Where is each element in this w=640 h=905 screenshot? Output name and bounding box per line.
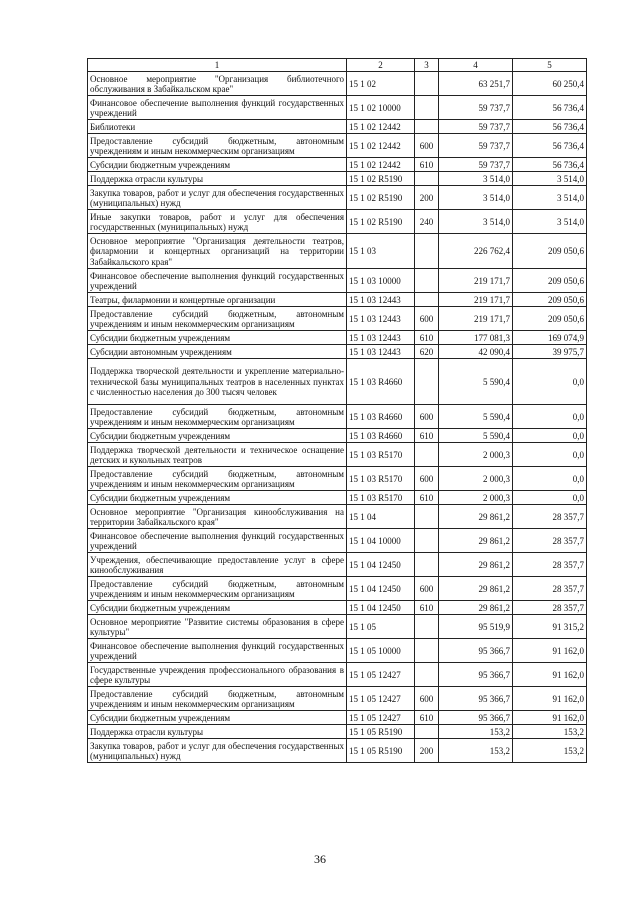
- table-row: [88, 172, 587, 186]
- table-row: [88, 687, 587, 711]
- cell-v4: 5 590,4: [439, 359, 513, 405]
- cell-vr: 600: [415, 405, 439, 429]
- table-row: [88, 467, 587, 491]
- cell-name: Учреждения, обеспечивающие предоставление услуг в сфере кинообслуживания: [88, 553, 347, 577]
- cell-v5: 91 162,0: [513, 687, 587, 711]
- cell-name: Субсидии бюджетным учреждениям: [88, 429, 347, 443]
- cell-name: Финансовое обеспечение выполнения функций государственных учреждений: [88, 639, 347, 663]
- cell-v5: 56 736,4: [513, 158, 587, 172]
- page-number: 36: [314, 852, 326, 866]
- cell-name: Предоставление субсидий бюджетным, автономным учреждениям и иным некоммерческим организациям: [88, 307, 347, 331]
- cell-vr: [415, 615, 439, 639]
- cell-v5: 56 736,4: [513, 96, 587, 120]
- cell-v5: 28 357,7: [513, 529, 587, 553]
- cell-code: 15 1 03 10000: [347, 269, 415, 293]
- cell-name: Предоставление субсидий бюджетным, автономным учреждениям и иным некоммерческим организациям: [88, 577, 347, 601]
- cell-code: 15 1 02 12442: [347, 158, 415, 172]
- cell-vr: [415, 359, 439, 405]
- cell-v5: 209 050,6: [513, 293, 587, 307]
- cell-name: Предоставление субсидий бюджетным, автономным учреждениям и иным некоммерческим организациям: [88, 687, 347, 711]
- cell-code: 15 1 05 10000: [347, 639, 415, 663]
- budget-table: [87, 58, 587, 763]
- table-row: [88, 491, 587, 505]
- cell-code: 15 1 03 R4660: [347, 429, 415, 443]
- cell-code: 15 1 05 12427: [347, 663, 415, 687]
- cell-name: Финансовое обеспечение выполнения функций государственных учреждений: [88, 96, 347, 120]
- cell-vr: 240: [415, 210, 439, 234]
- cell-v4: 219 171,7: [439, 269, 513, 293]
- cell-v4: 5 590,4: [439, 429, 513, 443]
- cell-v4: 42 090,4: [439, 345, 513, 359]
- cell-v5: 0,0: [513, 443, 587, 467]
- table-row: [88, 293, 587, 307]
- table-row: [88, 331, 587, 345]
- cell-name: Предоставление субсидий бюджетным, автономным учреждениям и иным некоммерческим организациям: [88, 405, 347, 429]
- cell-v5: 0,0: [513, 429, 587, 443]
- cell-code: 15 1 05 R5190: [347, 739, 415, 763]
- cell-code: 15 1 03 12443: [347, 307, 415, 331]
- cell-v4: 153,2: [439, 739, 513, 763]
- cell-vr: 610: [415, 601, 439, 615]
- cell-name: Субсидии бюджетным учреждениям: [88, 158, 347, 172]
- cell-code: 15 1 02 R5190: [347, 186, 415, 210]
- cell-code: 15 1 03 R5170: [347, 491, 415, 505]
- cell-name: Субсидии бюджетным учреждениям: [88, 711, 347, 725]
- table-row: [88, 615, 587, 639]
- cell-v4: 29 861,2: [439, 553, 513, 577]
- table-row: [88, 711, 587, 725]
- cell-name: Предоставление субсидий бюджетным, автономным учреждениям и иным некоммерческим организациям: [88, 467, 347, 491]
- cell-v5: 60 250,4: [513, 72, 587, 96]
- cell-name: Поддержка творческой деятельности и техническое оснащение детских и кукольных театров: [88, 443, 347, 467]
- cell-v5: 209 050,6: [513, 234, 587, 269]
- cell-v4: 2 000,3: [439, 491, 513, 505]
- header-col-3: 3: [415, 59, 439, 72]
- cell-v5: 28 357,7: [513, 577, 587, 601]
- cell-v4: 29 861,2: [439, 577, 513, 601]
- cell-v5: 0,0: [513, 467, 587, 491]
- cell-vr: [415, 443, 439, 467]
- cell-code: 15 1 02 12442: [347, 120, 415, 134]
- cell-name: Основное мероприятие "Организация библиотечного обслуживания в Забайкальском крае": [88, 72, 347, 96]
- cell-vr: 610: [415, 429, 439, 443]
- table-row: [88, 663, 587, 687]
- table-row: [88, 120, 587, 134]
- cell-code: 15 1 05 R5190: [347, 725, 415, 739]
- cell-vr: [415, 96, 439, 120]
- cell-v5: 91 162,0: [513, 711, 587, 725]
- table-row: [88, 96, 587, 120]
- cell-vr: [415, 293, 439, 307]
- cell-vr: 610: [415, 491, 439, 505]
- cell-v4: 219 171,7: [439, 307, 513, 331]
- table-row: [88, 429, 587, 443]
- header-col-2: 2: [347, 59, 415, 72]
- header-col-1: 1: [88, 59, 347, 72]
- cell-name: Субсидии бюджетным учреждениям: [88, 491, 347, 505]
- header-row: [88, 59, 587, 72]
- cell-v4: 63 251,7: [439, 72, 513, 96]
- cell-v4: 59 737,7: [439, 96, 513, 120]
- cell-vr: [415, 639, 439, 663]
- cell-vr: [415, 663, 439, 687]
- cell-code: 15 1 02 R5190: [347, 172, 415, 186]
- table-row: [88, 345, 587, 359]
- cell-name: Предоставление субсидий бюджетным, автономным учреждениям и иным некоммерческим организациям: [88, 134, 347, 158]
- cell-vr: 610: [415, 331, 439, 345]
- cell-v4: 2 000,3: [439, 467, 513, 491]
- cell-v5: 91 162,0: [513, 663, 587, 687]
- cell-vr: 610: [415, 711, 439, 725]
- cell-vr: 620: [415, 345, 439, 359]
- cell-code: 15 1 04 12450: [347, 601, 415, 615]
- cell-name: Финансовое обеспечение выполнения функций государственных учреждений: [88, 529, 347, 553]
- cell-v4: 5 590,4: [439, 405, 513, 429]
- table-row: [88, 269, 587, 293]
- cell-v4: 95 519,9: [439, 615, 513, 639]
- table-row: [88, 72, 587, 96]
- cell-name: Поддержка отрасли культуры: [88, 172, 347, 186]
- cell-vr: [415, 725, 439, 739]
- cell-v4: 219 171,7: [439, 293, 513, 307]
- cell-v4: 95 366,7: [439, 687, 513, 711]
- header-col-4: 4: [439, 59, 513, 72]
- cell-name: Закупка товаров, работ и услуг для обеспечения государственных (муниципальных) нужд: [88, 186, 347, 210]
- cell-v5: 91 315,2: [513, 615, 587, 639]
- table-body: [88, 72, 587, 763]
- cell-vr: [415, 172, 439, 186]
- cell-vr: [415, 505, 439, 529]
- cell-vr: 600: [415, 134, 439, 158]
- cell-v4: 29 861,2: [439, 529, 513, 553]
- cell-code: 15 1 04 10000: [347, 529, 415, 553]
- cell-v4: 29 861,2: [439, 505, 513, 529]
- cell-v5: 169 074,9: [513, 331, 587, 345]
- cell-v4: 153,2: [439, 725, 513, 739]
- cell-vr: [415, 72, 439, 96]
- table-row: [88, 405, 587, 429]
- table-row: [88, 725, 587, 739]
- cell-name: Театры, филармонии и концертные организации: [88, 293, 347, 307]
- cell-v5: 0,0: [513, 359, 587, 405]
- cell-code: 15 1 03 R5170: [347, 467, 415, 491]
- cell-v5: 39 975,7: [513, 345, 587, 359]
- cell-name: Основное мероприятие "Развитие системы образования в сфере культуры": [88, 615, 347, 639]
- cell-v4: 3 514,0: [439, 186, 513, 210]
- cell-code: 15 1 03 12443: [347, 331, 415, 345]
- cell-code: 15 1 05 12427: [347, 711, 415, 725]
- cell-code: 15 1 02 10000: [347, 96, 415, 120]
- cell-v5: 91 162,0: [513, 639, 587, 663]
- table-row: [88, 359, 587, 405]
- cell-v5: 209 050,6: [513, 269, 587, 293]
- cell-name: Основное мероприятие "Организация кинообслуживания на территории Забайкальского края": [88, 505, 347, 529]
- table-row: [88, 210, 587, 234]
- cell-code: 15 1 02 R5190: [347, 210, 415, 234]
- cell-name: Финансовое обеспечение выполнения функций государственных учреждений: [88, 269, 347, 293]
- cell-v5: 153,2: [513, 725, 587, 739]
- cell-name: Субсидии бюджетным учреждениям: [88, 331, 347, 345]
- cell-v5: 209 050,6: [513, 307, 587, 331]
- cell-v5: 0,0: [513, 405, 587, 429]
- cell-vr: [415, 529, 439, 553]
- cell-v4: 59 737,7: [439, 134, 513, 158]
- cell-v5: 56 736,4: [513, 134, 587, 158]
- table-row: [88, 639, 587, 663]
- cell-v5: 153,2: [513, 739, 587, 763]
- cell-v5: 28 357,7: [513, 553, 587, 577]
- cell-v4: 29 861,2: [439, 601, 513, 615]
- cell-v4: 177 081,3: [439, 331, 513, 345]
- cell-code: 15 1 04 12450: [347, 577, 415, 601]
- cell-v5: 0,0: [513, 491, 587, 505]
- cell-v5: 3 514,0: [513, 186, 587, 210]
- cell-v4: 59 737,7: [439, 120, 513, 134]
- header-col-5: 5: [513, 59, 587, 72]
- cell-v5: 3 514,0: [513, 172, 587, 186]
- cell-name: Поддержка отрасли культуры: [88, 725, 347, 739]
- cell-v4: 95 366,7: [439, 639, 513, 663]
- table-header: [88, 59, 587, 72]
- cell-code: 15 1 02: [347, 72, 415, 96]
- table-row: [88, 601, 587, 615]
- cell-name: Государственные учреждения профессионального образования в сфере культуры: [88, 663, 347, 687]
- cell-v4: 3 514,0: [439, 210, 513, 234]
- cell-name: Поддержка творческой деятельности и укрепление материально-технической базы муниципальных театров в населенных пунктах с численностью населения до 300 тысяч человек: [88, 359, 347, 405]
- table-row: [88, 553, 587, 577]
- table-row: [88, 134, 587, 158]
- cell-v4: 95 366,7: [439, 711, 513, 725]
- cell-v5: 28 357,7: [513, 505, 587, 529]
- cell-v4: 2 000,3: [439, 443, 513, 467]
- table-row: [88, 577, 587, 601]
- cell-v4: 226 762,4: [439, 234, 513, 269]
- table-row: [88, 307, 587, 331]
- cell-v5: 28 357,7: [513, 601, 587, 615]
- cell-name: Закупка товаров, работ и услуг для обеспечения государственных (муниципальных) нужд: [88, 739, 347, 763]
- cell-v4: 95 366,7: [439, 663, 513, 687]
- cell-code: 15 1 03 12443: [347, 345, 415, 359]
- cell-code: 15 1 03 R5170: [347, 443, 415, 467]
- cell-name: Основное мероприятие "Организация деятельности театров, филармонии и концертных организаций на территории Забайкальского края": [88, 234, 347, 269]
- table-row: [88, 158, 587, 172]
- cell-v4: 59 737,7: [439, 158, 513, 172]
- cell-vr: 600: [415, 467, 439, 491]
- cell-code: 15 1 04 12450: [347, 553, 415, 577]
- table-row: [88, 443, 587, 467]
- cell-code: 15 1 05: [347, 615, 415, 639]
- cell-code: 15 1 02 12442: [347, 134, 415, 158]
- table-row: [88, 505, 587, 529]
- table-row: [88, 186, 587, 210]
- cell-name: Иные закупки товаров, работ и услуг для обеспечения государственных (муниципальных) нужд: [88, 210, 347, 234]
- cell-name: Субсидии бюджетным учреждениям: [88, 601, 347, 615]
- cell-vr: 610: [415, 158, 439, 172]
- cell-vr: [415, 234, 439, 269]
- cell-vr: 600: [415, 307, 439, 331]
- cell-name: Библиотеки: [88, 120, 347, 134]
- cell-vr: [415, 553, 439, 577]
- table-row: [88, 739, 587, 763]
- cell-v5: 3 514,0: [513, 210, 587, 234]
- cell-code: 15 1 03 R4660: [347, 405, 415, 429]
- cell-code: 15 1 05 12427: [347, 687, 415, 711]
- cell-v4: 3 514,0: [439, 172, 513, 186]
- cell-code: 15 1 03: [347, 234, 415, 269]
- cell-vr: 600: [415, 577, 439, 601]
- cell-vr: 600: [415, 687, 439, 711]
- cell-code: 15 1 03 12443: [347, 293, 415, 307]
- table-row: [88, 529, 587, 553]
- cell-v5: 56 736,4: [513, 120, 587, 134]
- cell-name: Субсидии автономным учреждениям: [88, 345, 347, 359]
- cell-vr: [415, 120, 439, 134]
- cell-vr: 200: [415, 739, 439, 763]
- cell-code: 15 1 04: [347, 505, 415, 529]
- cell-vr: [415, 269, 439, 293]
- cell-vr: 200: [415, 186, 439, 210]
- table-row: [88, 234, 587, 269]
- cell-code: 15 1 03 R4660: [347, 359, 415, 405]
